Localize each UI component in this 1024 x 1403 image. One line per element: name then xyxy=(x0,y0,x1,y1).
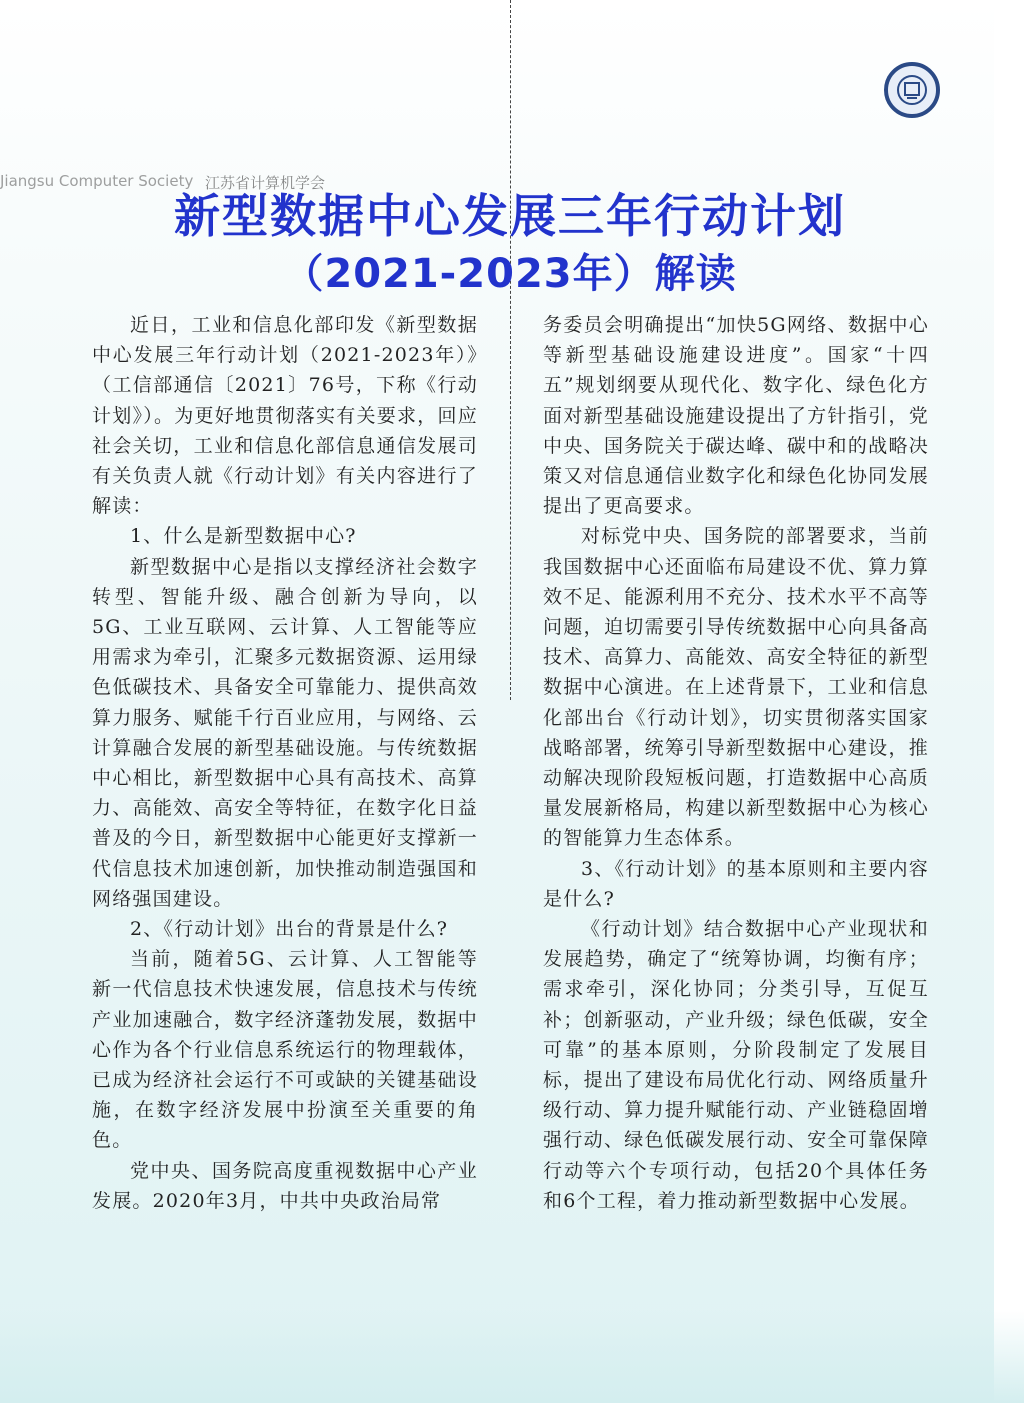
paragraph: 近日，工业和信息化部印发《新型数据中心发展三年行动计划（2021-2023年）》（工信部通信〔2021〕76号，下称《行动计划》）。为更好地贯彻落实有关要求，回应社会关切，工业和信息化部信息通信发展司有关负责人就《行动计划》有关内容进行了解读： xyxy=(92,314,478,518)
paragraph: 《行动计划》结合数据中心产业现状和发展趋势，确定了“统筹协调，均衡有序；需求牵引，深化协同；分类引导，互促互补；创新驱动，产业升级；绿色低碳，安全可靠”的基本原则，分阶段制定了发展目标，提出了建设布局优化行动、网络质量升级行动、算力提升赋能行动、产业链稳固增强行动、绿色低碳发展行动、安全可靠保障行动等六个专项行动，包括20个具体任务和6个工程，着力推动新型数据中心发展。 xyxy=(543,918,929,1212)
left-column xyxy=(92,310,478,1216)
right-column xyxy=(543,310,929,1216)
page-edge xyxy=(994,0,1024,1403)
paragraph: 新型数据中心是指以支撑经济社会数字转型、智能升级、融合创新为导向，以5G、工业互联网、云计算、人工智能等应用需求为牵引，汇聚多元数据资源、运用绿色低碳技术、具备安全可靠能力、提供高效算力服务、赋能千行百业应用，与网络、云计算融合发展的新型基础设施。与传统数据中心相比，新型数据中心具有高技术、高算力、高能效、高安全等特征，在数字化日益普及的今日，新型数据中心能更好支撑新一代信息技术加速创新，加快推动制造强国和网络强国建设。 xyxy=(92,555,478,910)
society-seal-icon xyxy=(884,62,940,118)
ghost-society-name-en: Jiangsu Computer Society xyxy=(0,172,194,190)
fold-line xyxy=(510,0,515,700)
title-line-2: （2021-2023年）解读 xyxy=(283,251,737,297)
section-heading: 3、《行动计划》的基本原则和主要内容是什么? xyxy=(543,857,929,910)
paragraph: 对标党中央、国务院的部署要求，当前我国数据中心还面临布局建设不优、算力算效不足、能源利用不充分、技术水平不高等问题，迫切需要引导传统数据中心向具备高技术、高算力、高能效、高安全特征的新型数据中心演进。在上述背景下，工业和信息化部出台《行动计划》，切实贯彻落实国家战略部署，统筹引导新型数据中心建设，推动解决现阶段短板问题，打造数据中心高质量发展新格局，构建以新型数据中心为核心的智能算力生态体系。 xyxy=(543,525,929,850)
title-line-1: 新型数据中心发展三年行动计划 xyxy=(174,189,846,243)
ghost-society-name-cn: 江苏省计算机学会 xyxy=(205,174,326,192)
section-heading: 1、什么是新型数据中心? xyxy=(130,525,357,548)
paragraph: 党中央、国务院高度重视数据中心产业发展。2020年3月，中共中央政治局常 xyxy=(92,1159,478,1212)
section-heading: 2、《行动计划》出台的背景是什么? xyxy=(130,918,449,941)
article-title xyxy=(80,188,940,304)
paragraph-continued: 务委员会明确提出“加快5G网络、数据中心等新型基础设施建设进度”。国家“十四五”规划纲要从现代化、数字化、绿色化方面对新型基础设施建设提出了方针指引，党中央、国务院关于碳达峰、碳中和的战略决策又对信息通信业数字化和绿色化协同发展提出了更高要求。 xyxy=(543,314,929,518)
bottom-band xyxy=(0,1310,1024,1403)
paragraph: 当前，随着5G、云计算、人工智能等新一代信息技术快速发展，信息技术与传统产业加速融合，数字经济蓬勃发展，数据中心作为各个行业信息系统运行的物理载体，已成为经济社会运行不可或缺的关键基础设施，在数字经济发展中扮演至关重要的角色。 xyxy=(92,948,478,1152)
